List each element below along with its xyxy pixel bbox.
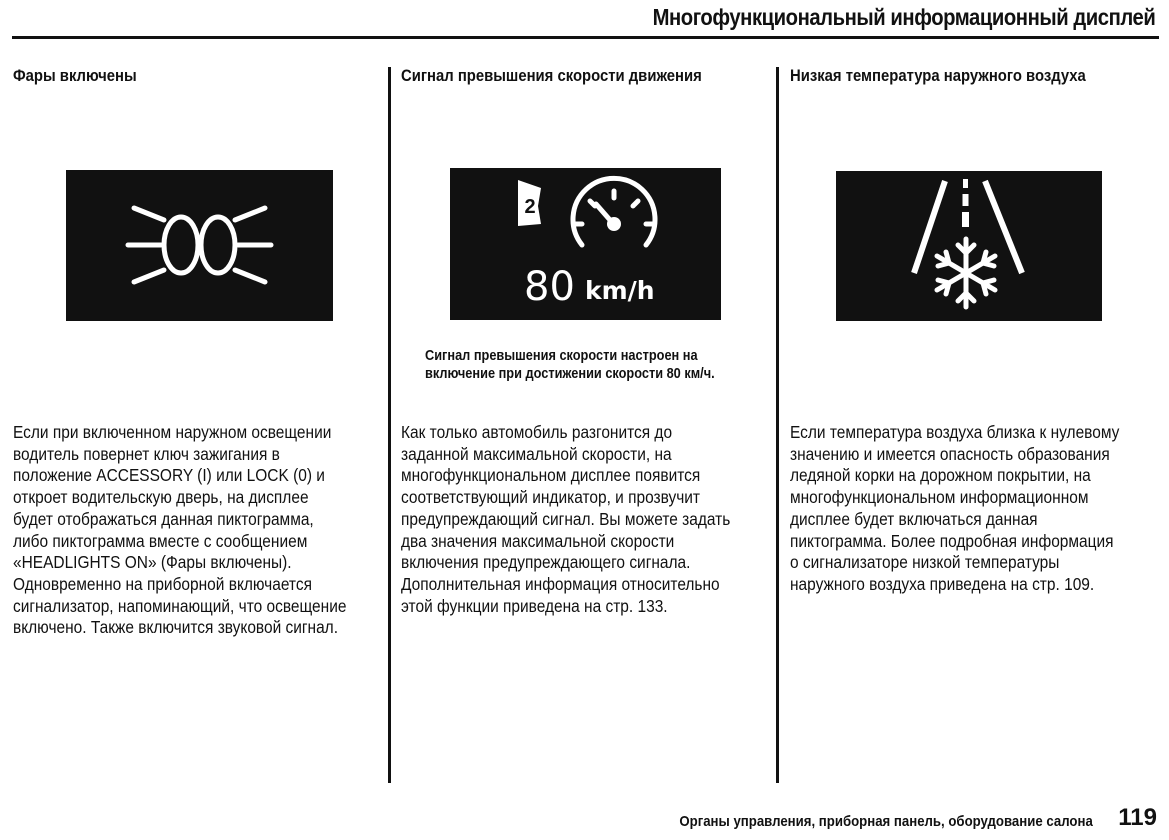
snowflake-road-icon <box>836 171 1102 321</box>
text-line: многофункциональном информационном <box>790 487 1089 508</box>
page-title: Многофункциональный информационный дисплей <box>652 4 1155 30</box>
text-line: откроет водительскую дверь, на дисплее <box>13 487 309 508</box>
text-line: заданной максимальной скорости, на <box>401 443 672 464</box>
headlights-on-icon <box>66 170 333 321</box>
speed-warning-heading: Сигнал превышения скорости движения <box>401 67 702 85</box>
text-line: Дополнительная информация относительно <box>401 573 720 594</box>
text-line: положение ACCESSORY (I) или LOCK (0) и <box>13 465 325 486</box>
text-line: будет отображаться данная пиктограмма, <box>13 508 314 529</box>
text-line: водитель повернет ключ зажигания в <box>13 443 280 464</box>
text-line: дисплее будет включаться данная <box>790 508 1038 529</box>
text-line: включено. Также включится звуковой сигнал. <box>13 617 339 638</box>
caption-line: Сигнал превышения скорости настроен на <box>425 348 698 364</box>
footer-section-title: Органы управления, приборная панель, оборудование салона <box>679 813 1093 830</box>
text-line: о сигнализаторе низкой температуры <box>790 552 1060 573</box>
text-line: «HEADLIGHTS ON» (Фары включены). <box>13 552 292 573</box>
column-divider <box>776 67 779 783</box>
speed-value: 80 <box>524 264 575 310</box>
text-line: этой функции приведена на стр. 133. <box>401 595 668 616</box>
text-line: пиктограмма. Более подробная информация <box>790 530 1114 551</box>
text-line: предупреждающий сигнал. Вы можете задать <box>401 508 731 529</box>
speed-badge-number: 2 <box>524 196 536 218</box>
text-line: два значения максимальной скорости <box>401 530 675 551</box>
low-temperature-display <box>836 171 1102 321</box>
text-line: включения предупреждающего сигнала. <box>401 552 691 573</box>
text-line: Если при включенном наружном освещении <box>13 422 332 442</box>
speed-warning-caption <box>425 347 715 383</box>
text-line: наружного воздуха приведена на стр. 109. <box>790 573 1095 594</box>
text-line: значению и имеется опасность образования <box>790 443 1110 464</box>
headlights-display <box>66 170 333 321</box>
headlights-description <box>13 422 346 639</box>
header-rule <box>12 36 1159 39</box>
speedometer-icon <box>450 168 721 320</box>
column-divider <box>388 67 391 783</box>
text-line: Одновременно на приборной включается <box>13 573 312 594</box>
headlights-heading: Фары включены <box>13 67 137 85</box>
text-line: ледяной корки на дорожном покрытии, на <box>790 465 1091 486</box>
speed-unit: km/h <box>585 276 655 305</box>
speed-warning-display <box>450 168 721 320</box>
text-line: Как только автомобиль разгонится до <box>401 422 673 442</box>
text-line: многофункциональном дисплее появится <box>401 465 701 486</box>
page-number: 119 <box>1118 804 1157 831</box>
speed-warning-description <box>401 422 730 617</box>
caption-line: включение при достижении скорости 80 км/ч. <box>425 366 715 382</box>
text-line: либо пиктограмма вместе с сообщением <box>13 530 308 551</box>
low-temperature-description <box>790 422 1119 596</box>
low-temperature-heading: Низкая температура наружного воздуха <box>790 67 1086 85</box>
text-line: соответствующий индикатор, и прозвучит <box>401 487 701 508</box>
text-line: Если температура воздуха близка к нулевому <box>790 422 1120 442</box>
text-line: сигнализатор, напоминающий, что освещение <box>13 595 347 616</box>
